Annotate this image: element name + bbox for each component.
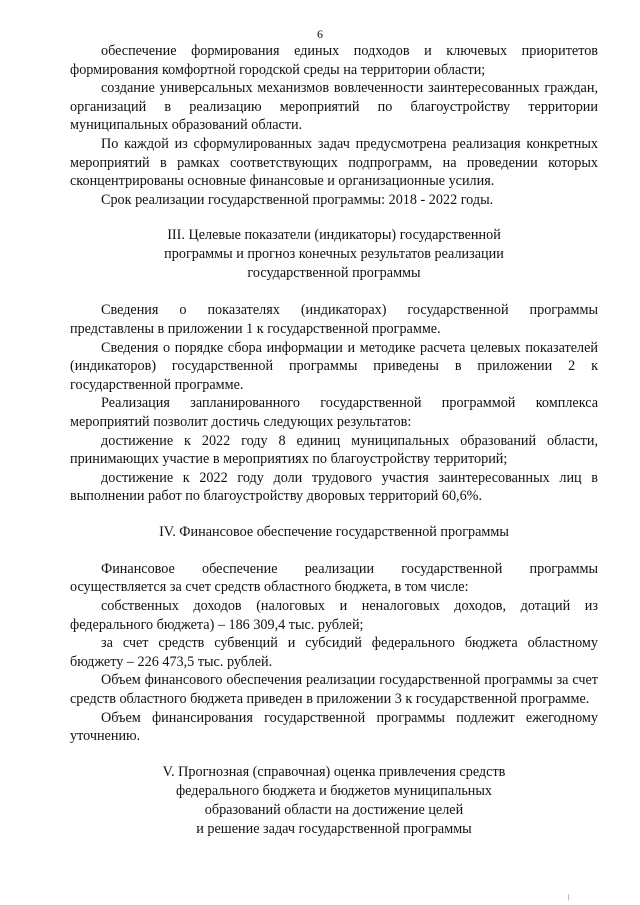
heading-line: III. Целевые показатели (индикаторы) государственной	[167, 227, 501, 244]
heading-line: образований области на достижение целей	[204, 801, 464, 818]
paragraph: обеспечение формирования единых подходов и ключевых приоритетов формирования комфортной городской среды на территории области;	[70, 43, 598, 78]
section-4-heading: IV. Финансовое обеспечение государственной программы	[159, 523, 509, 540]
heading-line: государственной программы	[247, 265, 421, 282]
scan-mark: |	[568, 893, 570, 901]
paragraph: достижение к 2022 году 8 единиц муниципальных образований области, принимающих участие в мероприятиях по благоустройству территорий;	[70, 432, 598, 468]
page-number: 6	[317, 27, 323, 41]
paragraph: собственных доходов (налоговых и неналоговых доходов, дотаций из федерального бюджета) – 186 309,4 тыс. рублей;	[70, 598, 598, 633]
heading-line: и решение задач государственной программы	[196, 820, 472, 837]
paragraph: Реализация запланированного государственной программой комплекса мероприятий позволит достичь следующих результатов:	[70, 395, 598, 430]
paragraph: Срок реализации государственной программы: 2018 - 2022 годы.	[101, 191, 494, 208]
section-3-heading	[70, 226, 598, 283]
paragraph: Финансовое обеспечение реализации государственной программы осуществляется за счет средств областного бюджета, в том числе:	[70, 560, 598, 596]
section-5-heading	[70, 763, 598, 839]
heading-line: V. Прогнозная (справочная) оценка привлечения средств	[162, 763, 506, 780]
paragraph: Объем финансового обеспечения реализации государственной программы за счет средств областного бюджета приведен в приложении 3 к государственной программе.	[70, 672, 598, 708]
document-body	[70, 42, 598, 839]
paragraph: за счет средств субвенций и субсидий федерального бюджета областному бюджету – 226 473,5 тыс. рублей.	[70, 635, 598, 670]
heading-line: федерального бюджета и бюджетов муниципальных	[175, 782, 493, 799]
paragraph: Сведения о показателях (индикаторах) государственной программы представлены в приложении 1 к государственной программе.	[70, 302, 598, 337]
paragraph: Сведения о порядке сбора информации и методике расчета целевых показателей (индикаторов) государственной программы приведены в приложении 2 к государственной программе.	[70, 339, 598, 393]
paragraph: Объем финансирования государственной программы подлежит ежегодному уточнению.	[70, 709, 598, 745]
heading-line: программы и прогноз конечных результатов реализации	[164, 246, 504, 263]
paragraph: По каждой из сформулированных задач предусмотрена реализация конкретных мероприятий в рамках соответствующих подпрограмм, на проведении которых сконцентрированы основные финансовые и организационные усилия.	[70, 135, 598, 190]
paragraph: достижение к 2022 году доли трудового участия заинтересованных лиц в выполнении работ по благоустройству дворовых территорий 60,6%.	[70, 469, 598, 505]
paragraph: создание универсальных механизмов вовлеченности заинтересованных граждан, организаций в реализацию мероприятий по благоустройству территории муниципальных образований области.	[70, 80, 598, 134]
